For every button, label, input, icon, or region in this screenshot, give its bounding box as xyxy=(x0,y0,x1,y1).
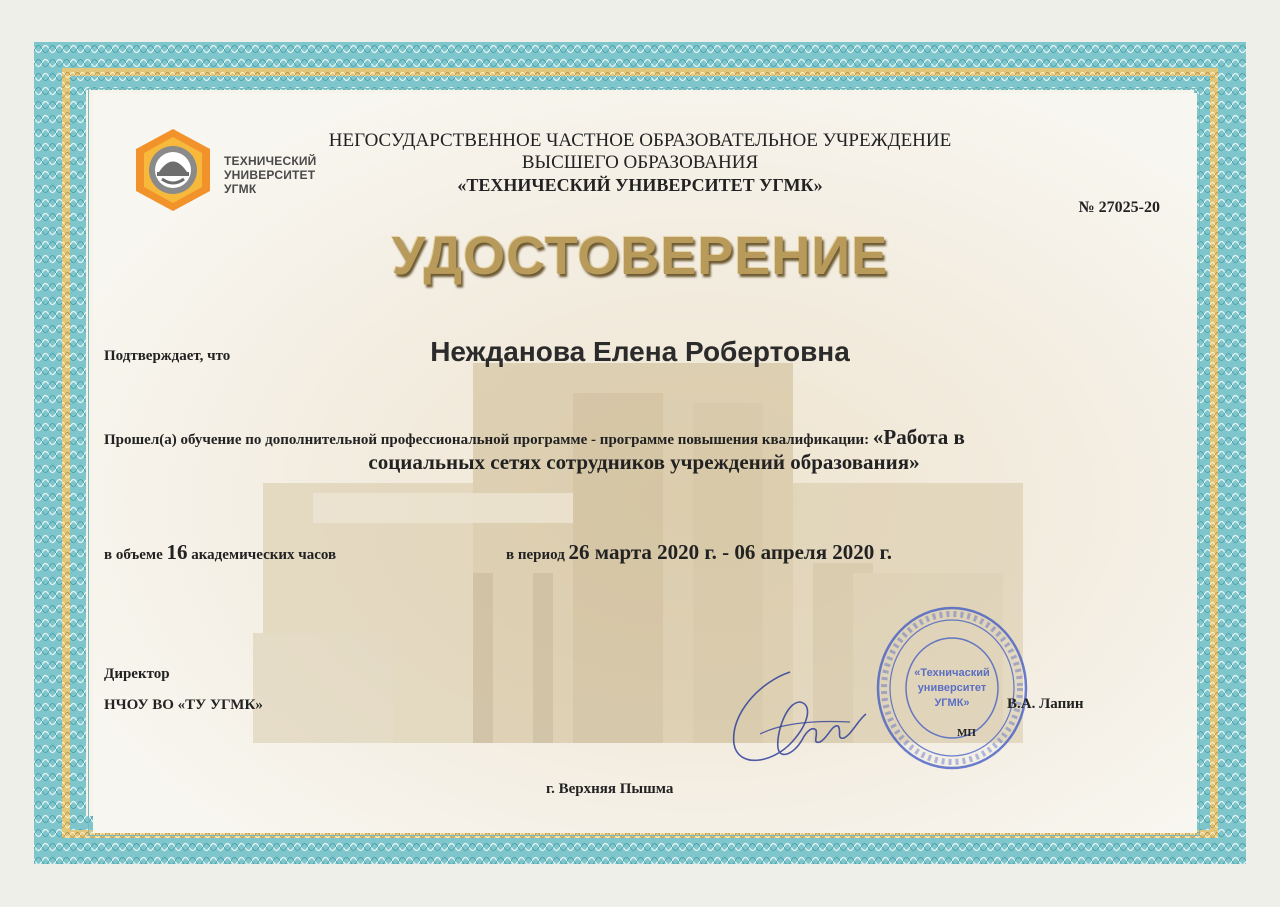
header-line-1: НЕГОСУДАРСТВЕННОЕ ЧАСТНОЕ ОБРАЗОВАТЕЛЬНОЕ УЧРЕЖДЕНИЕ xyxy=(328,130,952,151)
certificate-number: № 27025-20 xyxy=(1078,199,1160,216)
seal-mark-label: МП xyxy=(957,727,976,739)
logo-line-2: УНИВЕРСИТЕТ xyxy=(224,168,316,182)
logo-line-3: УГМК xyxy=(224,182,257,196)
institution-header xyxy=(300,130,980,196)
logo-line-1: ТЕХНИЧЕСКИЙ xyxy=(224,154,317,168)
city-label: г. Верхняя Пышма xyxy=(546,781,674,797)
official-stamp xyxy=(872,600,1032,775)
stamp-line-3: УГМК» xyxy=(934,697,970,709)
volume xyxy=(104,540,336,565)
volume-prefix: в объеме xyxy=(104,547,167,563)
period-dates: 26 марта 2020 г. - 06 апреля 2020 г. xyxy=(568,540,892,564)
stamp-line-1: «Техничаский xyxy=(914,667,990,679)
program-line-1 xyxy=(104,424,1184,453)
university-logo-icon xyxy=(130,127,216,213)
organization-label: НЧОУ ВО «ТУ УГМК» xyxy=(104,697,263,713)
program-lead: Прошел(а) обучение по дополнительной профессиональной программе - программе повышения квалификации: xyxy=(104,432,873,448)
period xyxy=(506,540,892,565)
person-name: Нежданова Елена Робертовна xyxy=(430,336,850,367)
volume-hours: 16 xyxy=(166,540,188,564)
confirm-label: Подтверждает, что xyxy=(104,348,231,364)
document-title: УДОСТОВЕРЕНИЕ xyxy=(391,226,889,286)
program-title-part-1: «Работа в xyxy=(872,425,965,449)
program-title-part-2: социальных сетях сотрудников учреждений образования» xyxy=(368,450,920,474)
director-label: Директор xyxy=(104,666,170,682)
director-signature xyxy=(720,664,870,774)
stamp-line-2: университет xyxy=(917,682,987,694)
signer-name: В.А. Лапин xyxy=(1007,696,1084,712)
header-line-2: ВЫСШЕГО ОБРАЗОВАНИЯ xyxy=(521,152,759,173)
volume-suffix: академических часов xyxy=(187,547,337,563)
header-line-3: «ТЕХНИЧЕСКИЙ УНИВЕРСИТЕТ УГМК» xyxy=(457,175,823,195)
period-prefix: в период xyxy=(506,547,569,563)
